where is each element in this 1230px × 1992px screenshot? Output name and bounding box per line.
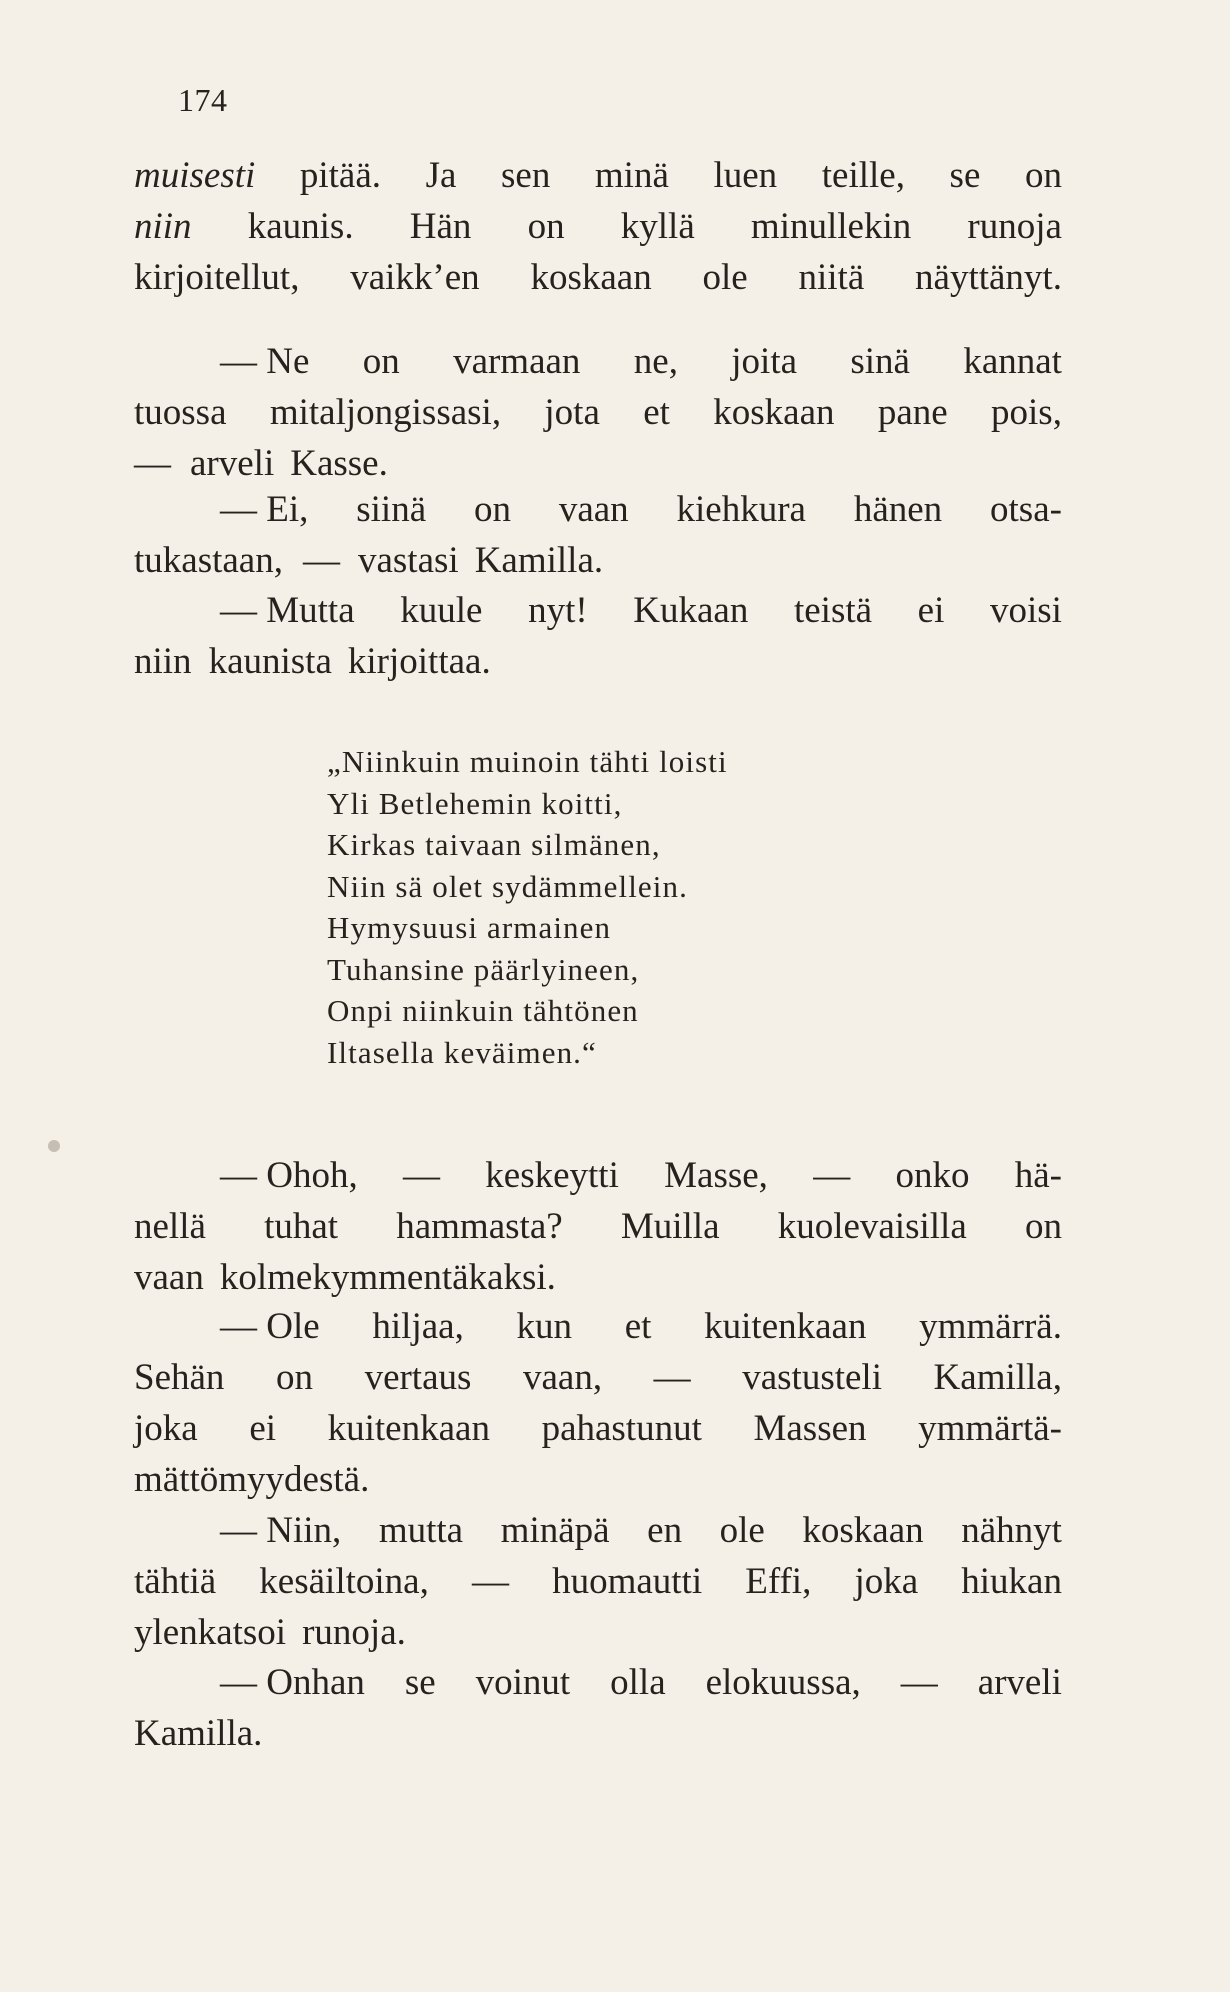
word: minullekin [750,206,912,247]
word: Effi, [745,1561,812,1602]
word: Kasse. [290,443,388,484]
word: varmaan [453,341,581,382]
paragraph-line [220,1505,1062,1556]
word: ei [917,590,945,631]
word: hammasta? [396,1206,563,1247]
word: pois, [991,392,1062,433]
word: ole [702,257,748,298]
word: vertaus [364,1357,472,1398]
word: en [647,1510,683,1551]
word: mitaljongissasi, [269,392,502,433]
paragraph-8 [134,1657,1062,1759]
word: Sehän [134,1357,225,1398]
word: pahastunut [541,1408,702,1449]
word: ei [249,1408,277,1449]
poem [327,741,887,1073]
word: — Ne [220,341,310,382]
word: ne, [633,341,678,382]
word: tähtiä [134,1561,217,1602]
word: huomautti [552,1561,703,1602]
word: — [471,1561,509,1602]
word: kuitenkaan [704,1306,867,1347]
word: pane [877,392,948,433]
poem-line: „Niinkuin muinoin tähti loisti [327,744,728,779]
word: Muilla [620,1206,720,1247]
page-number: 174 [178,82,228,118]
word: on [527,206,565,247]
word: Kamilla. [474,540,604,581]
word: olla [610,1662,666,1703]
word: voisi [989,590,1062,631]
poem-line: Iltasella keväimen.“ [327,1034,597,1070]
word: kyllä [620,206,695,247]
word: kiehkura [676,489,806,530]
word: tuhat [264,1206,339,1247]
word: joita [731,341,798,382]
word: ymmärtä- [918,1408,1062,1449]
word: on [473,489,511,530]
word: — Mutta [220,590,355,631]
paragraph-line [220,585,1062,636]
word: ylenkatsoi [134,1612,287,1653]
word: mutta [378,1510,464,1551]
paragraph-line [134,535,1062,586]
word: Kamilla, [933,1357,1062,1398]
word: niitä [798,257,865,298]
word: vaan, [522,1357,603,1398]
word: se [404,1662,436,1703]
word: niin [134,206,192,247]
paragraph-line [134,1556,1062,1607]
word: koskaan [530,257,652,298]
word: nyt! [528,590,588,631]
paragraph-line [134,1403,1062,1454]
word: siinä [356,489,427,530]
word: arveli [977,1662,1062,1703]
word: sinä [850,341,910,382]
paragraph-6 [134,1301,1062,1505]
poem-line: Yli Betlehemin koitti, [327,785,623,821]
word: joka [854,1561,919,1602]
word: nellä [134,1206,206,1247]
word: kirjoitellut, [134,257,300,298]
word: Hän [409,206,472,247]
paper-speck [48,1140,60,1152]
word: hä- [1014,1155,1062,1196]
word: et [624,1306,652,1347]
word: Ja [425,155,457,196]
poem-line: Niin sä olet sydämmellein. [327,868,688,904]
paragraph-2 [134,336,1062,489]
word: otsa- [990,489,1062,530]
poem-line: Tuhansine päärlyineen, [327,951,640,987]
paragraph-4 [134,585,1062,687]
word: Massen [753,1408,867,1449]
word: kun [516,1306,573,1347]
paragraph-line [134,387,1062,438]
paragraph-line [220,1301,1062,1352]
word: luen [713,155,778,196]
word: runoja [967,206,1062,247]
poem-line: Onpi niinkuin tähtönen [327,993,639,1028]
word: — Ei, [220,489,309,530]
word: niin [134,641,192,682]
word: joka [134,1408,198,1449]
word: mättömyydestä. [134,1459,370,1500]
paragraph-line [134,636,1062,687]
paragraph-line [134,1201,1062,1252]
word: ymmärrä. [919,1306,1062,1347]
word: jota [544,392,600,433]
word: arveli [190,443,275,484]
word: kesäiltoina, [259,1561,429,1602]
paragraph-line [134,438,1062,489]
word: minä [594,155,669,196]
word: Kamilla. [134,1713,263,1754]
word: vaikk’en [350,257,480,298]
paragraph-line [220,484,1062,535]
word: se [949,155,981,196]
word: vastasi [357,540,459,581]
paragraph-1 [134,150,1062,303]
word: sen [501,155,551,196]
word: nähnyt [961,1510,1062,1551]
paragraph-7 [134,1505,1062,1658]
word: on [362,341,400,382]
word: muisesti [134,155,256,196]
word: hänen [853,489,943,530]
word: elokuussa, [705,1662,861,1703]
paragraph-5 [134,1150,1062,1303]
word: — Niin, [220,1510,342,1551]
word: tukastaan, [134,540,283,581]
paragraph-line [220,336,1062,387]
word: näyttänyt. [915,257,1062,298]
word: koskaan [713,392,835,433]
paragraph-line [220,1657,1062,1708]
paragraph-line [220,1150,1062,1201]
word: — [403,1155,440,1196]
word: teistä [793,590,873,631]
word: vaan [558,489,629,530]
word: — [302,540,340,581]
word: — [653,1357,691,1398]
word: kuule [400,590,483,631]
word: Masse, [664,1155,768,1196]
paragraph-line [134,1454,1062,1505]
poem-line: Hymysuusi armainen [327,910,612,945]
word: — [813,1155,851,1196]
word: keskeytti [485,1155,619,1196]
word: kaunis. [247,206,354,247]
word: tuossa [134,392,227,433]
word: koskaan [802,1510,924,1551]
word: runoja. [302,1612,406,1653]
word: pitää. [299,155,382,196]
word: — Ole [220,1306,320,1347]
word: onko [895,1155,970,1196]
paragraph-line [134,1708,1062,1759]
word: — Ohoh, [220,1155,358,1196]
word: kannat [963,341,1062,382]
word: — Onhan [220,1662,365,1703]
word: voinut [475,1662,571,1703]
paragraph-line [134,1352,1062,1403]
word: — [900,1662,938,1703]
paragraph-line [134,150,1062,201]
word: kaunista [208,641,332,682]
word: et [643,392,670,433]
poem-line: Kirkas taivaan silmänen, [327,827,661,862]
paragraph-line [134,252,1062,303]
word: kirjoittaa. [347,641,491,682]
paragraph-3 [134,484,1062,586]
word: vaan [134,1257,204,1298]
word: hiljaa, [372,1306,464,1347]
word: hiukan [961,1561,1062,1602]
word: kolmekymmentäkaksi. [219,1257,556,1298]
word: vastusteli [742,1357,882,1398]
word: ole [719,1510,765,1551]
word: kuolevaisilla [777,1206,967,1247]
word: teille, [821,155,905,196]
paragraph-line [134,201,1062,252]
paragraph-line [134,1607,1062,1658]
word: kuitenkaan [327,1408,490,1449]
word: on [276,1357,313,1398]
word: on [1024,1206,1062,1247]
paragraph-line [134,1252,1062,1303]
word: — [134,443,171,484]
word: minäpä [500,1510,610,1551]
word: Kukaan [633,590,749,631]
word: on [1024,155,1062,196]
